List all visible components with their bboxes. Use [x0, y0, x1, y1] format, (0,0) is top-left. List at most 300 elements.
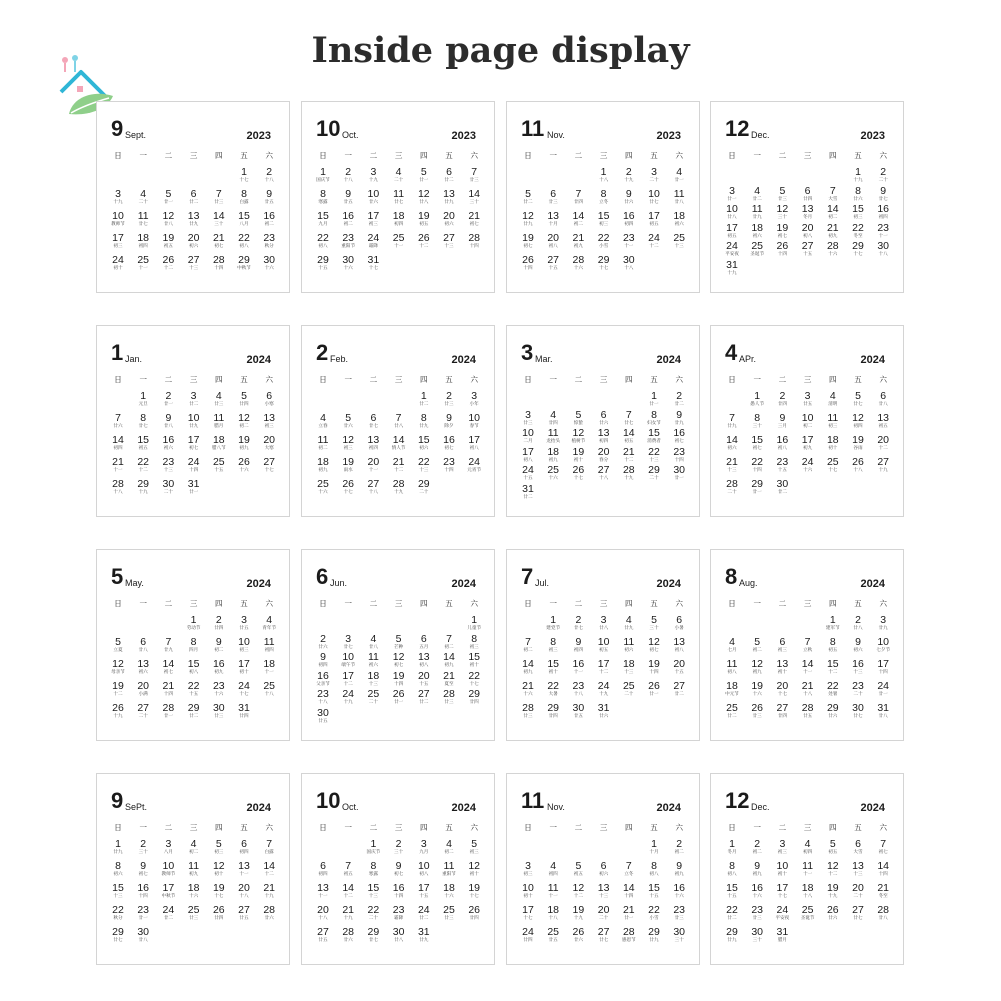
day-number: 5	[829, 838, 836, 850]
lunar-label: 二月	[523, 439, 533, 444]
day-grid	[107, 820, 283, 948]
day-cell	[132, 210, 154, 232]
day-number: 14	[443, 651, 455, 663]
lunar-label: 十九	[853, 178, 863, 183]
day-number: 2	[779, 390, 786, 402]
day-number: 2	[165, 390, 172, 402]
day-cell	[567, 680, 589, 702]
day-number: 21	[622, 445, 635, 458]
day-number: 3	[779, 838, 786, 850]
lunar-label: 廿九	[727, 938, 737, 943]
week-row	[721, 882, 897, 904]
day-cell	[258, 166, 280, 188]
day-cell	[771, 904, 793, 926]
day-number: 28	[468, 232, 481, 244]
day-grid	[721, 820, 897, 948]
lunar-label: 初五	[624, 439, 634, 444]
day-number: 24	[238, 680, 250, 692]
day-cell	[771, 838, 793, 860]
year-label: 2024	[451, 578, 476, 590]
lunar-label: 秋分	[264, 244, 274, 249]
day-cell	[721, 702, 743, 724]
weekday-header	[107, 372, 283, 390]
lunar-label: 初二	[828, 215, 838, 220]
lunar-label: 初十	[469, 872, 479, 877]
day-number: 5	[575, 860, 582, 872]
lunar-label: 初九	[444, 663, 454, 668]
month-card	[506, 325, 700, 517]
day-grid	[517, 372, 693, 501]
day-number: 26	[392, 688, 405, 700]
day-number: 28	[877, 904, 890, 916]
lunar-label: 大雪	[853, 850, 863, 855]
lunar-label: 廿一	[163, 402, 173, 407]
weekday-label: 日	[524, 823, 532, 832]
week-row	[107, 434, 283, 456]
weekday-label: 五	[240, 375, 248, 384]
day-number: 23	[263, 232, 276, 244]
day-cell	[567, 232, 589, 254]
lunar-label: 初三	[368, 222, 378, 227]
day-number: 24	[112, 254, 124, 266]
day-number: 27	[877, 456, 890, 468]
day-number: 7	[829, 184, 836, 197]
day-cell	[618, 232, 640, 254]
day-number: 3	[525, 408, 531, 421]
day-cell	[517, 926, 539, 948]
weekday-label: 五	[650, 151, 658, 160]
day-cell	[822, 838, 844, 860]
day-number: 29	[417, 478, 430, 490]
day-cell	[183, 680, 205, 702]
lunar-label: 十四	[393, 894, 404, 899]
month-name: Feb.	[330, 354, 349, 364]
day-number: 26	[572, 464, 585, 476]
week-row	[517, 464, 693, 483]
weekday-label: 二	[369, 375, 378, 384]
month-name: Mar.	[535, 354, 553, 364]
day-cell	[822, 434, 844, 456]
day-cell	[847, 636, 869, 658]
day-cell	[312, 904, 334, 926]
day-number: 12	[392, 651, 405, 663]
day-grid	[517, 148, 693, 276]
lunar-label: 十六	[444, 894, 454, 899]
lunar-label: 寒露	[318, 200, 328, 205]
weekday-label: 二	[369, 151, 378, 160]
week-row	[312, 254, 488, 276]
day-number: 11	[802, 860, 814, 872]
day-cell	[233, 904, 255, 926]
day-cell	[847, 702, 869, 724]
day-cell	[233, 254, 255, 276]
day-cell	[643, 904, 665, 926]
day-cell	[593, 702, 615, 724]
day-number: 13	[367, 434, 380, 446]
day-number: 22	[417, 456, 430, 468]
month-number: 1	[111, 340, 124, 365]
day-number: 25	[751, 240, 764, 252]
weekday-label: 六	[470, 823, 478, 832]
week-row	[517, 926, 693, 948]
day-number: 20	[801, 221, 814, 234]
lunar-label: 初二	[523, 648, 533, 653]
day-number: 26	[342, 478, 355, 490]
day-cell	[183, 860, 205, 882]
lunar-label: 廿四	[239, 714, 249, 719]
week-row	[517, 882, 693, 904]
day-number: 13	[852, 860, 864, 872]
day-number: 30	[162, 478, 175, 490]
day-grid	[312, 820, 488, 948]
day-cell	[107, 680, 129, 702]
lunar-label: 廿一	[163, 200, 173, 205]
day-cell	[337, 188, 359, 210]
day-number: 18	[673, 210, 686, 222]
day-number: 29	[826, 702, 839, 714]
week-row	[107, 232, 283, 254]
day-cell	[567, 254, 589, 276]
weekday-label: 四	[215, 375, 223, 384]
lunar-label: 十四	[444, 468, 454, 473]
day-number: 8	[651, 408, 657, 421]
day-cell	[183, 254, 205, 276]
day-number: 26	[468, 904, 481, 916]
day-cell	[337, 904, 359, 926]
day-cell	[157, 702, 179, 724]
month-card	[301, 549, 495, 741]
day-number: 21	[112, 456, 124, 468]
lunar-label: 初七	[777, 233, 787, 239]
day-number: 11	[443, 860, 455, 872]
day-number: 7	[625, 408, 632, 421]
weekday-label: 二	[164, 375, 173, 384]
weekday-label: 六	[879, 375, 887, 384]
day-number: 18	[137, 232, 150, 244]
lunar-label: 初八	[674, 648, 684, 653]
lunar-label: 初四	[138, 244, 148, 249]
day-cell	[132, 636, 154, 658]
day-number: 13	[137, 658, 150, 670]
lunar-label: 十三	[727, 468, 737, 473]
lunar-label: 白露	[239, 200, 249, 205]
lunar-label: 十三	[113, 894, 123, 899]
day-cell	[183, 434, 205, 456]
day-number: 14	[801, 658, 814, 670]
day-number: 16	[137, 882, 150, 894]
lunar-label: 廿二	[444, 178, 454, 183]
day-number: 21	[826, 221, 839, 234]
day-cell	[157, 860, 179, 882]
day-number: 7	[215, 188, 222, 200]
weekday-label: 一	[753, 375, 761, 384]
day-number: 2	[676, 838, 683, 850]
day-number: 22	[468, 669, 481, 682]
day-cell	[567, 188, 589, 210]
lunar-label: 十八	[624, 266, 634, 271]
lunar-label: 十二	[343, 681, 353, 687]
month-card	[301, 773, 495, 965]
day-cell	[258, 860, 280, 882]
day-cell	[872, 456, 894, 478]
day-number: 11	[547, 882, 559, 894]
lunar-label: 初六	[368, 663, 378, 668]
lunar-label: 十九	[624, 476, 634, 481]
day-number: 27	[238, 904, 250, 916]
day-cell	[542, 904, 564, 926]
day-cell	[797, 838, 819, 860]
lunar-label: 廿八	[878, 916, 888, 921]
day-number: 17	[417, 882, 430, 894]
day-number: 23	[162, 456, 175, 468]
day-cell	[567, 926, 589, 948]
day-number: 5	[575, 408, 582, 421]
day-number: 1	[550, 614, 557, 626]
day-number: 3	[345, 632, 352, 645]
day-cell	[593, 658, 615, 680]
lunar-label: 初四	[239, 850, 249, 855]
day-number: 8	[140, 412, 147, 424]
day-cell	[746, 434, 768, 456]
day-number: 22	[648, 904, 660, 916]
day-cell	[721, 838, 743, 860]
lunar-label: 初三	[828, 424, 838, 429]
lunar-label: 廿九	[188, 424, 199, 429]
day-number: 28	[212, 254, 225, 266]
day-cell	[517, 188, 539, 210]
day-cell	[337, 412, 359, 434]
day-cell	[233, 188, 255, 210]
year-label: 2024	[860, 354, 885, 366]
lunar-label: 小暑	[674, 626, 684, 631]
lunar-label: 二十	[598, 916, 609, 921]
weekday-label: 一	[344, 823, 352, 832]
lunar-label: 十九	[113, 200, 123, 205]
day-number: 10	[522, 427, 534, 439]
day-number: 24	[367, 232, 380, 244]
weekday-label: 一	[139, 375, 147, 384]
day-cell	[312, 166, 334, 188]
day-number: 1	[729, 838, 735, 850]
lunar-label: 十九	[368, 178, 378, 183]
day-cell	[517, 232, 539, 254]
lunar-label: 消费者	[647, 439, 661, 444]
lunar-label: 中秋节	[237, 266, 251, 271]
lunar-label: 十四	[752, 468, 762, 473]
day-cell	[593, 680, 615, 702]
lunar-label: 初四	[264, 648, 274, 653]
day-cell	[388, 882, 410, 904]
day-number: 18	[317, 456, 329, 468]
day-cell	[233, 412, 255, 434]
day-cell	[872, 636, 894, 658]
day-number: 21	[877, 882, 890, 894]
day-number: 15	[468, 651, 481, 663]
lunar-label: 十二	[828, 872, 838, 877]
day-number: 3	[729, 184, 735, 197]
day-cell	[668, 232, 690, 254]
day-cell	[771, 860, 793, 882]
lunar-label: 十一	[802, 872, 813, 877]
week-row	[721, 478, 897, 500]
day-cell	[746, 680, 768, 702]
day-cell	[362, 188, 384, 210]
day-cell	[822, 412, 844, 434]
day-number: 27	[597, 464, 610, 476]
day-number: 14	[263, 860, 276, 872]
weekday-label: 日	[728, 599, 736, 608]
lunar-label: 平安夜	[725, 252, 739, 257]
day-number: 7	[575, 188, 582, 200]
lunar-label: 三十	[469, 200, 479, 205]
day-number: 23	[572, 680, 585, 692]
day-cell	[233, 636, 255, 658]
weekday-label: 四	[829, 823, 837, 832]
day-number: 25	[392, 232, 405, 244]
day-grid	[721, 372, 897, 500]
lunar-label: 廿六	[573, 938, 583, 943]
week-row	[312, 390, 488, 412]
day-number: 12	[468, 860, 481, 872]
weekday-label: 二	[574, 151, 583, 160]
week-row	[107, 702, 283, 724]
lunar-label: 国庆节	[316, 178, 330, 183]
day-cell	[847, 882, 869, 904]
month-name: Jul.	[535, 578, 550, 588]
lunar-label: 廿八	[674, 200, 684, 205]
week-row	[721, 412, 897, 434]
lunar-label: 端午节	[341, 663, 356, 668]
day-number: 17	[342, 669, 355, 682]
day-cell	[157, 434, 179, 456]
day-grid	[517, 596, 693, 724]
day-number: 14	[572, 210, 585, 222]
lunar-label: 十三	[674, 244, 684, 249]
week-row	[721, 185, 897, 204]
weekday-label: 四	[215, 823, 223, 832]
lunar-label: 初十	[469, 663, 479, 668]
month-card	[506, 773, 700, 965]
day-cell	[183, 882, 205, 904]
month-name: Jun.	[330, 578, 348, 588]
day-cell	[132, 434, 154, 456]
day-cell	[208, 188, 230, 210]
lunar-label: 十八	[239, 894, 249, 899]
day-grid	[721, 596, 897, 724]
lunar-label: 廿八	[368, 644, 378, 650]
lunar-label: 初五	[828, 648, 838, 653]
week-row	[721, 456, 897, 478]
day-cell	[618, 188, 640, 210]
day-cell	[132, 412, 154, 434]
day-cell	[746, 412, 768, 434]
lunar-label: 十五	[674, 670, 684, 675]
day-cell	[388, 904, 410, 926]
day-number: 5	[345, 412, 352, 424]
day-cell	[312, 188, 334, 210]
day-number: 27	[137, 702, 150, 714]
lunar-label: 初七	[138, 872, 148, 877]
lunar-label: 廿七	[853, 714, 863, 719]
day-cell	[438, 188, 460, 210]
lunar-label: 初七	[674, 439, 684, 444]
lunar-label: 初十	[214, 872, 224, 877]
day-number: 23	[852, 680, 864, 692]
day-cell	[337, 166, 359, 188]
day-cell	[593, 210, 615, 232]
day-cell	[517, 658, 539, 680]
lunar-label: 初六	[624, 648, 634, 653]
day-cell	[312, 860, 334, 882]
lunar-label: 重阳节	[442, 872, 456, 877]
day-number: 5	[779, 184, 786, 197]
month-number: 9	[111, 788, 124, 813]
day-cell	[337, 860, 359, 882]
day-cell	[258, 412, 280, 434]
lunar-label: 四月	[188, 648, 199, 653]
day-number: 21	[392, 456, 405, 468]
day-cell	[643, 926, 665, 948]
weekday-label: 二	[778, 151, 787, 160]
month-number: 3	[521, 340, 534, 365]
day-number: 20	[187, 232, 200, 244]
weekday-header	[721, 148, 897, 166]
day-number: 29	[597, 254, 610, 266]
lunar-label: 初四	[573, 648, 583, 653]
lunar-label: 廿三	[188, 916, 199, 921]
day-cell	[413, 232, 435, 254]
day-number: 16	[877, 203, 890, 215]
day-cell	[107, 658, 129, 680]
day-number: 13	[877, 412, 890, 424]
lunar-label: 初八	[239, 244, 249, 249]
day-number: 3	[241, 614, 247, 626]
day-number: 17	[801, 434, 814, 446]
day-number: 4	[320, 412, 326, 424]
day-cell	[463, 434, 485, 456]
day-cell	[233, 614, 255, 636]
week-row	[107, 478, 283, 500]
day-cell	[438, 456, 460, 478]
day-number: 26	[751, 702, 764, 714]
day-cell	[258, 232, 280, 254]
lunar-label: 建党节	[546, 626, 561, 631]
lunar-label: 廿三	[214, 714, 224, 719]
weekday-label: 日	[319, 151, 327, 160]
day-number: 17	[187, 434, 200, 446]
day-cell	[157, 232, 179, 254]
day-number: 19	[572, 904, 585, 916]
lunar-label: 二十	[624, 692, 634, 697]
week-row	[107, 188, 283, 210]
lunar-label: 初五	[343, 872, 353, 877]
day-cell	[132, 254, 154, 276]
day-cell	[771, 390, 793, 412]
lunar-label: 十二	[138, 468, 148, 473]
lunar-label: 处暑	[828, 692, 838, 697]
day-number: 20	[776, 680, 789, 692]
day-cell	[643, 166, 665, 188]
day-number: 10	[187, 412, 200, 424]
lunar-label: 三十	[138, 850, 148, 855]
day-number: 9	[140, 860, 147, 872]
day-number: 30	[622, 254, 635, 266]
lunar-label: 廿九	[163, 648, 173, 653]
lunar-label: 初四	[624, 222, 634, 227]
weekday-label: 四	[420, 375, 428, 384]
day-number: 12	[852, 412, 864, 424]
lunar-label: 廿七	[853, 916, 863, 921]
